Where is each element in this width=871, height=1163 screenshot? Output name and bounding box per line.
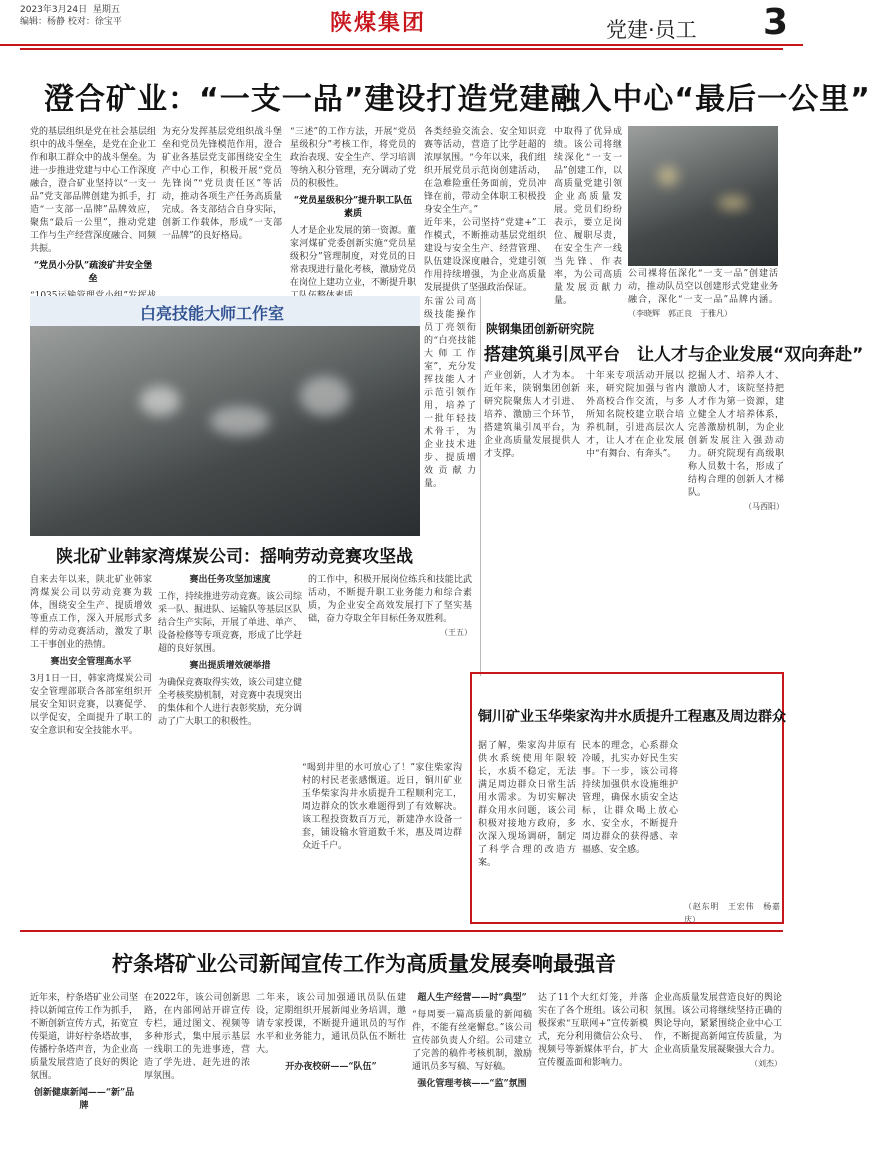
article2-text-3: 挖掘人才、培养人才、激励人才，该院坚持把人才作为第一资源，建立健全人才培养体系，完善激励机制，为企业创新发展注入强劲动力。研究院现有高级职称人员数十名，形成了结构合理的创新人才梯队。	[688, 371, 784, 498]
article5-headline: 柠条塔矿业公司新闻宣传工作为高质量发展奏响最强音	[112, 952, 616, 976]
article5-column-1	[30, 992, 138, 1158]
article4-text-1: “喝到井里的水可放心了！”家住柴家沟村的村民老张感慨道。近日，铜川矿业玉华柴家沟井水质提升工程顺利完工，周边群众的饮水难题得到了有效解决。该工程投资数百万元，新建净水设备一套，铺设输水管道数千米，惠及周边群众近千户。	[302, 763, 462, 851]
article4-column-2	[478, 740, 576, 920]
article5-column-5	[538, 992, 648, 1158]
article5-text-1: 近年来，柠条塔矿业公司坚持以新闻宣传工作为抓手，不断创新宣传方式，拓宽宣传渠道，讲好柠条塔故事，传播柠条塔声音，为企业高质量发展营造了良好的舆论氛围。	[30, 993, 139, 1081]
article2-text-1: 产业创新，人才为本。近年来，陕钢集团创新研究院聚焦人才引进、培养、激励三个环节，搭建筑巢引凤平台，为企业高质量发展提供人才支撑。	[484, 371, 580, 459]
article2-headline: 搭建筑巢引凤平台 让人才与企业发展“双向奔赴”	[484, 345, 864, 365]
article4-text-2: 据了解，柴家沟井原有供水系统使用年限较长，水质不稳定，无法满足周边群众日常生活用水需求。为切实解决群众用水问题，该公司积极对接地方政府，多次深入现场调研，制定了科学合理的改造方案。	[478, 741, 576, 868]
article1-column-3	[290, 126, 416, 286]
article5-text-5: 达了11个大红灯笼，并落实在了各个班组。该公司积极探索“互联网+”宣传新模式，充分利用微信公众号、视频号等新媒体平台，扩大宣传覆盖面和影响力。	[538, 993, 648, 1068]
article1-column-4	[424, 126, 546, 293]
article1-text-3b: 人才是企业发展的第一资源。董家河煤矿党委创新实施“党员星级积分”管理制度，对党员的日常表现进行量化考核，激励党员在岗位上建功立业，不断提升职	[290, 226, 417, 288]
article5-credit: （刘杰）	[750, 1059, 782, 1068]
article3-text-1b: 3月1日一日，韩家湾煤炭公司安全管理部联合各部室组织开展安全知识竞赛，以赛促学、以学促安，全面提升了职工的安全意识和安全技能水平。	[30, 674, 152, 736]
article1-text-4: 各类经验交流会、安全知识竞赛等活动，营造了比学赶超的浓厚氛围。“今年以来，我们组织开展党员示范岗创建活动，在急难险重任务面前，党员冲锋在前，带动全体职工积极投身安全生产。”	[424, 127, 546, 215]
article5-column-4	[412, 992, 532, 1158]
article1-caption-text: 公司裸将伍深化“一支一品”创建活动，推动队员空以创建形式党建业务融合，深化“一支一品”品牌内涵。	[628, 269, 778, 305]
article5-text-3: 二年来，该公司加强通讯员队伍建设，定期组织开展新闻业务培训，邀请专家授课，不断提升通讯员的写作水平和业务能力，通讯员队伍不断壮大。	[256, 993, 406, 1055]
article3-headline: 陕北矿业韩家湾煤炭公司：揺响劳动竞赛攻坚战	[56, 547, 413, 567]
article2-banner	[30, 296, 420, 326]
banner-text: 白亮技能大师工作室	[140, 304, 285, 323]
article1-photo	[628, 126, 778, 266]
issue-weekday: 星期五	[92, 5, 120, 15]
article1-headline: 澄合矿业：“一支一品”建设打造党建融入中心“最后一公里”	[44, 82, 871, 117]
article5-column-3	[256, 992, 406, 1158]
article4-column-1	[302, 762, 462, 922]
article2-photo	[30, 326, 420, 536]
article1-text-5: 中取得了优异成绩。该公司将继续深化“一支一品”创建工作，以高质量党建引领企业高质量发展。党员们纷纷表示，要立足岗位、履职尽责，在安全生产一线当先锋、作表率，为公司高质量发展贡献力量。	[554, 127, 622, 306]
article5-text-2: 在2022年，该公司创新思路，在内部网站开辟宣传专栏，通过图文、视频等多种形式，集中展示基层一线职工的先进事迹，营造了学先进、赶先进的浓厚氛围。	[144, 993, 250, 1081]
article3-subhead-2: 赛出任务攻坚加速度	[189, 575, 271, 585]
article5-text-4: “每周要一篇高质量的新闻稿件，不能有丝毫懈怠。”该公司宣传部负责人介绍。公司建立了完善的稿件考核机制，激励通讯员多写稿、写好稿。	[412, 1010, 532, 1072]
article3-column-3	[308, 574, 472, 664]
article2-kicker-text: 陕钢集团创新研究院	[486, 322, 595, 336]
issue-date: 2023年3月24日	[20, 5, 88, 15]
article5-subhead-1: 创新健康新闻——“新”品牌	[33, 1088, 135, 1111]
page-number: 3	[763, 2, 789, 43]
article5-text-6: 企业高质量发展营造良好的舆论氛围。该公司将继续坚持正确的舆论导向，紧紧围绕企业中心工作，不断提高新闻宣传质量，为企业高质量发展凝聚强大合力。	[654, 993, 782, 1055]
article1-subhead-1: “党员小分队”疏浚矿井安全堡垒	[33, 261, 153, 284]
article2-caption-text: 东雷公司高级技能操作员丁亮领衔的“白亮技能大师工作室”，充分发挥技能人才示范引领作用，培养了一批年轻技术骨干，为企业技术进步、提质增效贡献力量。	[424, 297, 476, 489]
article3-credit: （王五）	[440, 628, 472, 637]
article4-headline: 铜川矿业玉华柴家沟井水质提升工程惠及周边群众	[478, 709, 786, 725]
article2-column-2	[586, 370, 684, 570]
article5-subhead-2: 开办夜校研——“队伍”	[285, 1062, 377, 1072]
article1-subhead-2: “党员星级积分”提升职工队伍素质	[293, 196, 413, 219]
section-name: 党建·员工	[606, 18, 697, 42]
article5-column-2	[144, 992, 250, 1158]
article1-text-3: “三述”的工作方法，开展“党员星级积分”考核工作，将党员的政治表现、安全生产、学习培训等纳入积分管理，充分调动了党员的积极性。	[290, 127, 417, 189]
article3-subhead-1: 赛出安全管理高水平	[50, 657, 132, 667]
newspaper-logo: 陕煤集团	[330, 10, 427, 36]
article1-text-2: 为充分发挥基层党组织战斗堡垒和党员先锋模范作用，澄合矿业各基层党支部围绕安全生产中心工作，积极开展“党员先锋岗”“党员责任区”等活动，推动各项生产任务高质量完成。各支部结合自身实际，创新工作载体，形成“一支部一品牌”的良好格局。	[162, 127, 282, 241]
article3-column-2	[158, 574, 302, 914]
article5-column-6	[654, 992, 782, 1158]
article5-top-rule	[20, 930, 783, 932]
article3-text-2b: 为确保竞赛取得实效，该公司建立健全考核奖励机制，对竞赛中表现突出的集体和个人进行表彰奖励，充分调动了广大职工的积极性。	[158, 678, 303, 727]
article2-credit: （马西阳）	[744, 502, 784, 511]
article1-text-1: 党的基层组织是党在社会基层组织中的战斗堡垒，是党在企业工作和职工群众中的战斗堡垒。为进一步推进党建与中心工作深度融合，澄合矿业坚持以“一支一品”党支部品牌创建为抓手，打造“一支部一品牌”品牌效应，聚焦“最后一公里”，推动党建工作与生产经营深度融合、同频共振。	[30, 127, 157, 254]
article5-subhead-4: 强化管理考核——“监”氛围	[417, 1079, 527, 1089]
article2-kicker	[486, 318, 594, 337]
header-rule	[20, 48, 783, 50]
article2-photo-caption	[424, 296, 476, 536]
article3-column-1	[30, 574, 152, 914]
article1-column-2	[162, 126, 282, 286]
article4-text-3: 民本的理念，心系群众冷暖，扎实办好民生实事。下一步，该公司将持续加强供水设施维护管理，确保水质安全达标，让群众喝上放心水、安全水，不断提升周边群众的获得感、幸福感、安全感。	[582, 741, 678, 855]
article3-text-2: 工作，持续推进劳动竞赛。该公司综采一队、掘进队、运输队等基层区队结合生产实际，开展了单进、单产、设备检修等专项竞赛，形成了比学赶超的良好氛围。	[158, 592, 303, 654]
article2-column-1	[484, 370, 580, 670]
article5-subhead-3: 超人生产经营——时“典型”	[417, 993, 527, 1003]
article1-credit: （李晓辉 郭正良 于雅凡）	[628, 309, 732, 318]
masthead-info	[20, 4, 122, 28]
article2-text-2: 十年来专项活动开展以来，研究院加强与省内外高校合作交流，与多所知名院校建立联合培养机制，引进高层次人才，让人才在企业发展中“有舞台、有奔头”。	[586, 371, 684, 459]
article3-text-1: 自来去年以来，陕北矿业韩家湾煤炭公司以劳动竞赛为载体，围绕安全生产、提质增效等重点工作，深入开展形式多样的劳动竞赛活动，激发了职工干事创业的热情。	[30, 575, 152, 650]
article3-text-3: 的工作中，积极开展岗位练兵和技能比武活动，不断提升职工业务能力和综合素质，为企业安全高效发展打下了坚实基础，奋力夺取全年目标任务双胜利。	[308, 575, 472, 624]
article3-subhead-3: 赛出提质增效硬举措	[189, 661, 271, 671]
article1-photo-caption	[628, 268, 778, 318]
column-divider	[480, 296, 481, 676]
article4-column-4	[684, 740, 780, 924]
article4-column-3	[582, 740, 678, 920]
article1-text-4b: 近年来，公司坚持“党建+”工作模式，不断推动基层党组织建设与安全生产、经营管理、队伍建设深度融合，党建引领作用持续增强，为企业高质量发展提供了坚强政治保证。	[424, 218, 546, 293]
article4-credit: （赵东明 王宏伟 杨嘉庆）	[684, 902, 780, 924]
article2-column-3	[688, 370, 784, 640]
article1-column-5	[554, 126, 622, 306]
editor-credits: 编辑：杨静 校对：徐宝平	[20, 17, 122, 27]
